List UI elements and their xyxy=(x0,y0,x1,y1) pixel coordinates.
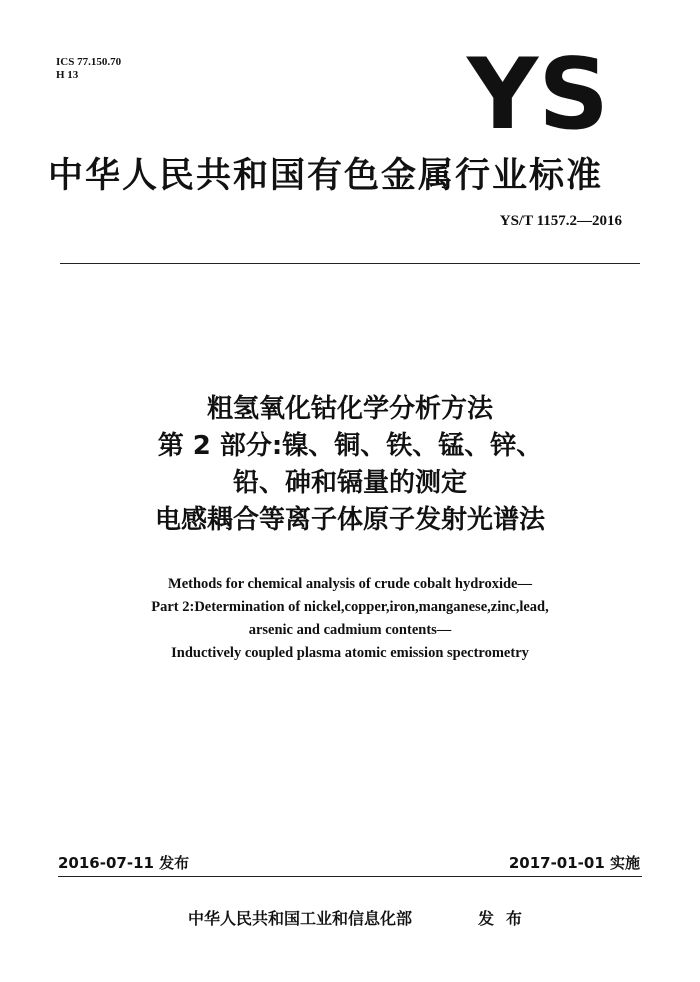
english-title-line-1: Methods for chemical analysis of crude cobalt hydroxide— xyxy=(168,576,532,592)
chinese-title xyxy=(60,391,640,539)
issue-date: 2016-07-11 发布 xyxy=(58,854,190,872)
chinese-title-line-1: 粗氢氧化钴化学分析方法 xyxy=(206,394,493,424)
chinese-title-line-3: 铅、砷和镉量的测定 xyxy=(232,468,467,498)
implementation-date: 2017-01-01 实施 xyxy=(508,854,640,872)
ys-logo xyxy=(466,50,611,134)
standard-number: YS/T 1157.2—2016 xyxy=(499,213,622,229)
chinese-title-line-4: 电感耦合等离子体原子发射光谱法 xyxy=(154,505,545,535)
english-title xyxy=(60,573,640,665)
classification-codes xyxy=(56,56,121,82)
chinese-title-line-2: 第 2 部分:镍、铜、铁、锰、锌、 xyxy=(157,431,543,461)
english-title-line-4: Inductively coupled plasma atomic emission spectrometry xyxy=(171,645,529,661)
ics-code: ICS 77.150.70 xyxy=(56,56,122,68)
header-divider xyxy=(60,263,640,264)
english-title-line-2: Part 2:Determination of nickel,copper,iron,manganese,zinc,lead, xyxy=(151,599,549,615)
english-title-line-3: arsenic and cadmium contents— xyxy=(248,622,452,638)
publisher-name: 中华人民共和国工业和信息化部 xyxy=(188,909,413,928)
publish-label: 发布 xyxy=(478,909,535,928)
standard-category-title: 中华人民共和国有色金属行业标准 xyxy=(48,156,604,196)
ys-logo-text: YS xyxy=(466,50,609,134)
footer-divider xyxy=(58,876,642,877)
ccs-code: H 13 xyxy=(56,69,79,81)
